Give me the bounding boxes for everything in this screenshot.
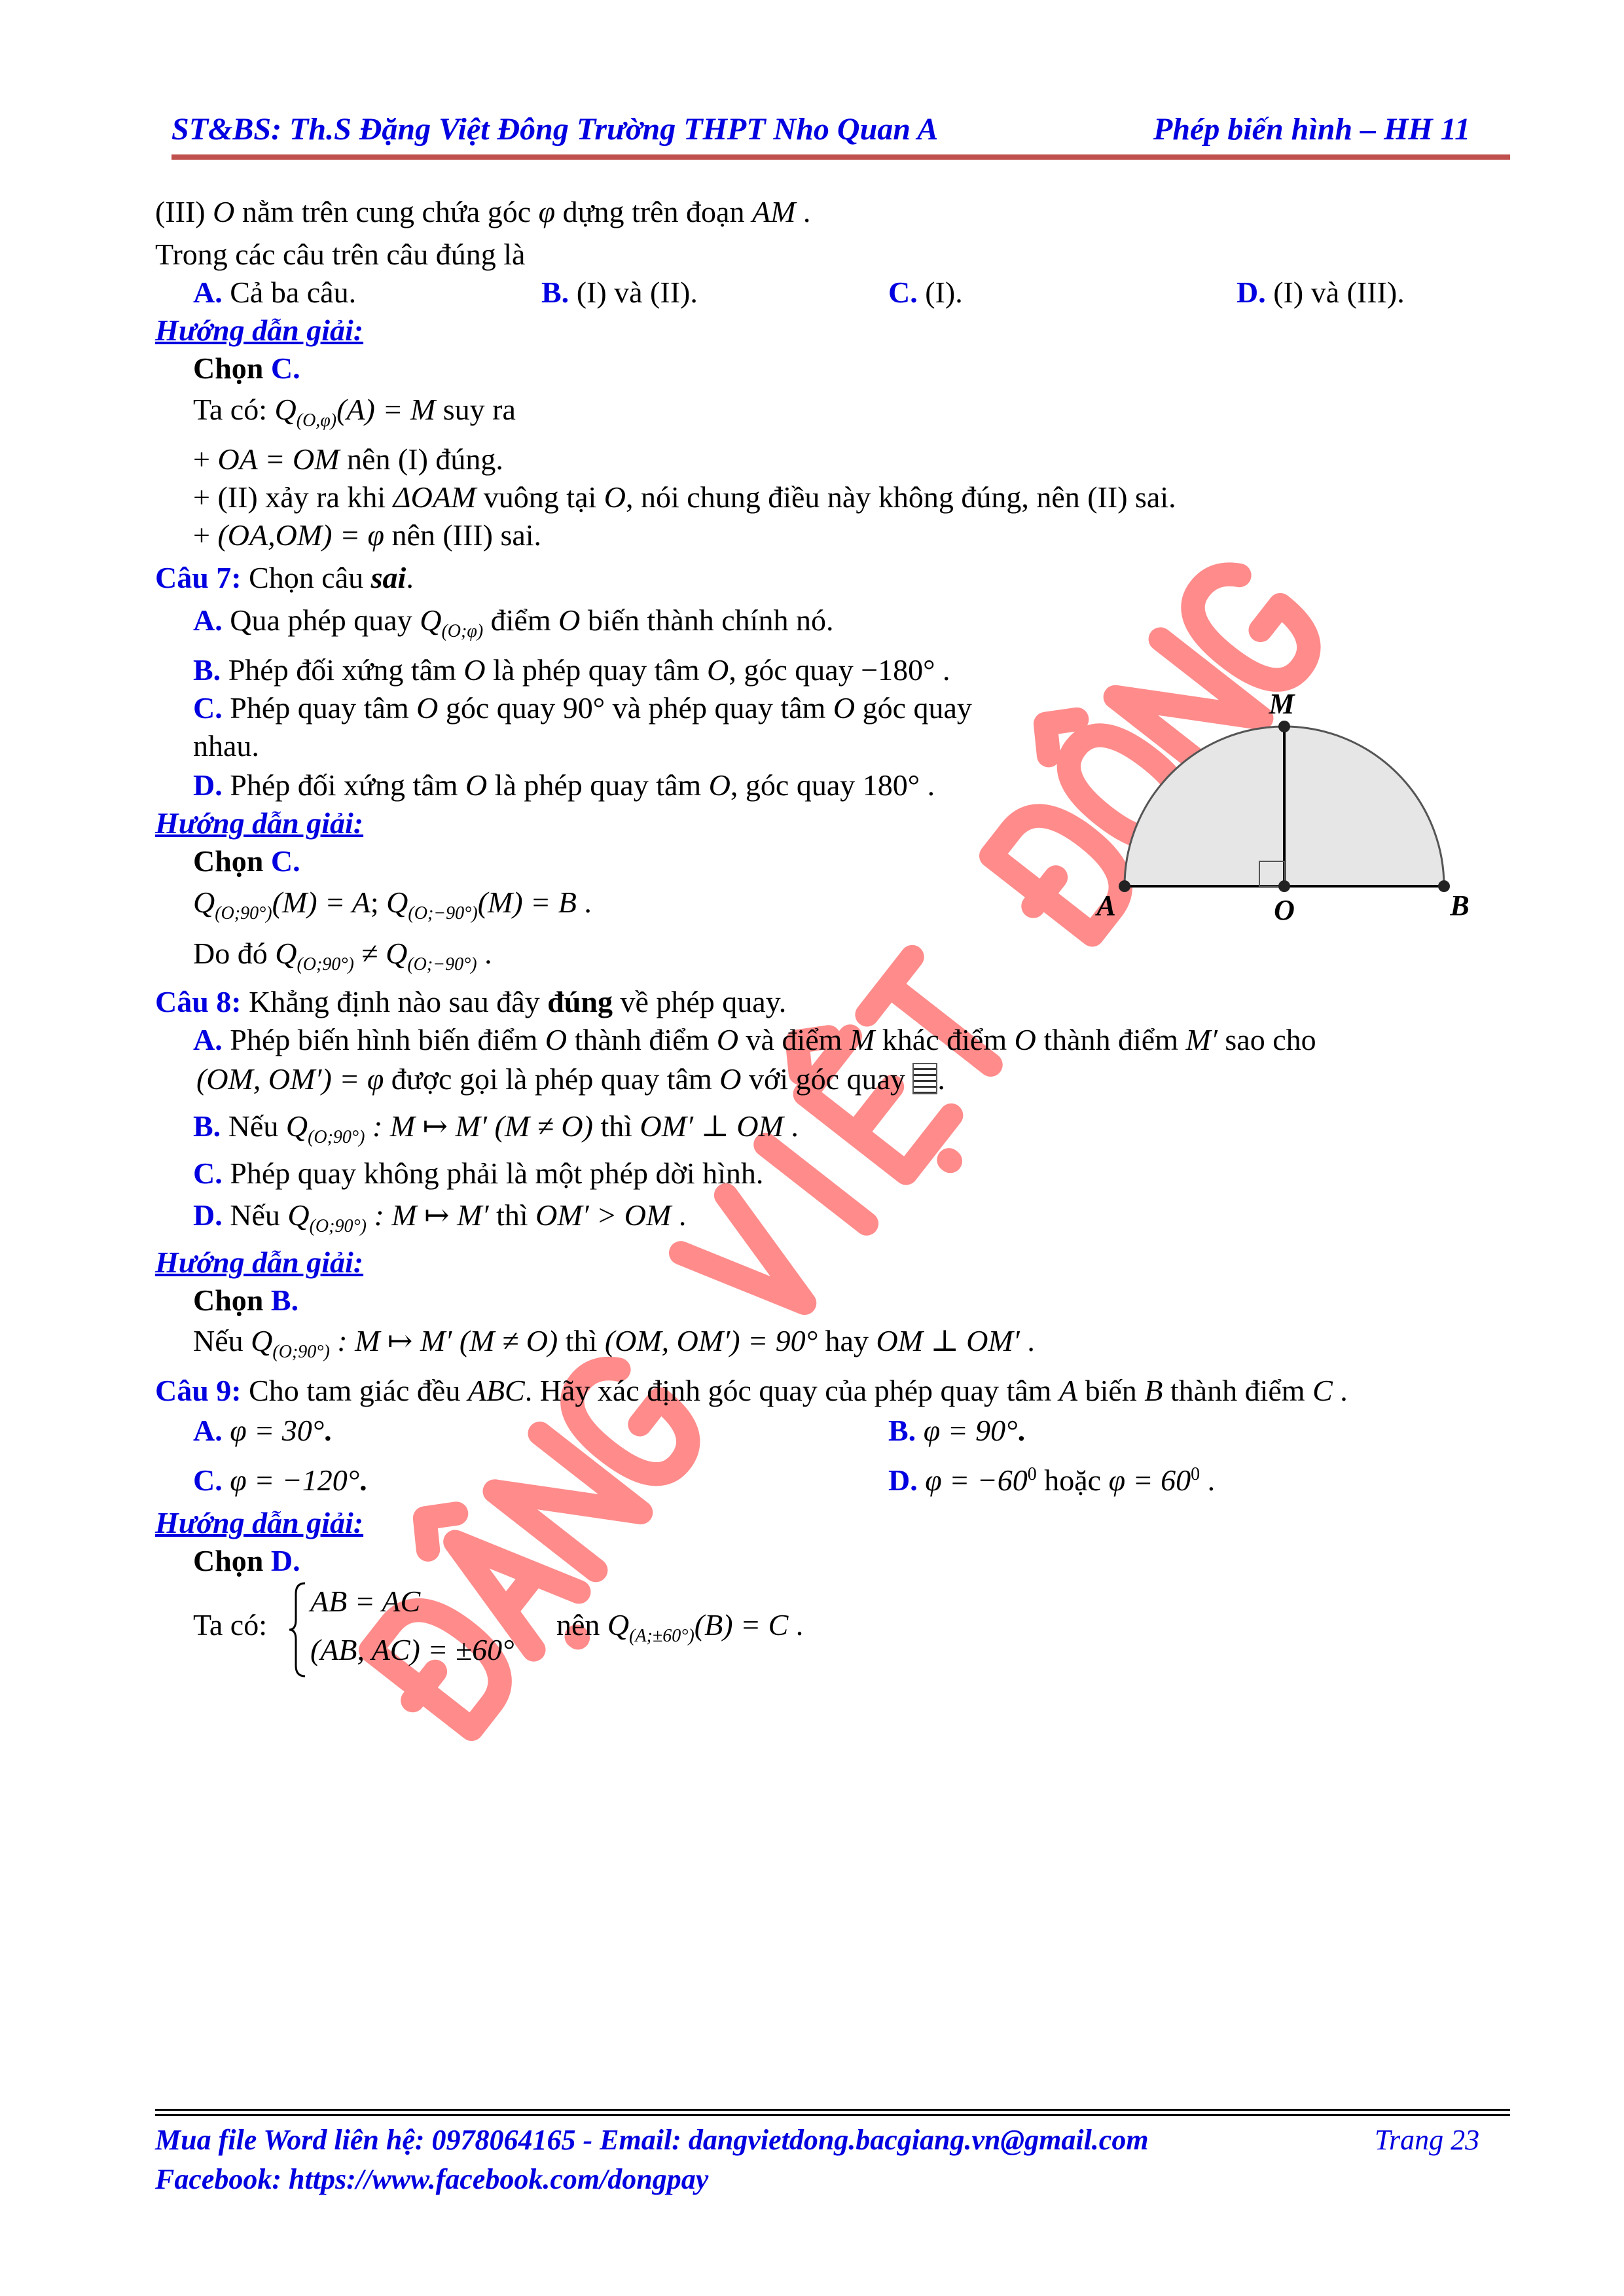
text-segment: . <box>1200 1463 1216 1497</box>
text-segment: (I). <box>925 276 963 309</box>
q9-option-c <box>193 1463 367 1498</box>
option-label: B. <box>193 653 228 687</box>
text-segment: + <box>193 518 218 552</box>
q6-option-c <box>888 276 963 310</box>
text-segment: (O;90°) <box>309 1216 367 1236</box>
solution-line <box>193 393 516 431</box>
text-segment: , góc quay −180° . <box>729 653 950 687</box>
text-segment: Chọn câu <box>249 561 371 594</box>
text-segment: : M ↦ M′ (M ≠ O) <box>365 1109 593 1143</box>
text-segment: , góc quay 180° . <box>730 768 935 802</box>
solution-line <box>556 1608 804 1646</box>
option-label: D. <box>888 1463 926 1497</box>
footer-divider <box>155 2114 1510 2116</box>
question-7 <box>155 561 414 595</box>
text-segment: thành điểm <box>1163 1374 1313 1407</box>
text-segment: dựng trên đoạn <box>555 195 752 228</box>
solution-line <box>193 1324 1035 1362</box>
text-segment: đúng <box>547 985 613 1018</box>
text-segment: φ = −60 <box>925 1463 1028 1497</box>
text-segment: vuông tại <box>476 480 604 514</box>
text-segment: góc quay 90° và phép quay tâm <box>438 691 833 725</box>
text-segment: thì <box>558 1324 605 1357</box>
solution-line <box>193 480 1176 514</box>
option-label: Câu 9: <box>155 1374 249 1407</box>
option-label: D. <box>193 768 230 802</box>
text-segment: (I) và (II). <box>576 276 698 309</box>
text-segment: biến <box>1077 1374 1145 1407</box>
solution-heading <box>155 806 363 840</box>
point-a <box>1119 880 1130 892</box>
solution-heading-text: Hướng dẫn giải: <box>155 1246 364 1279</box>
text-segment: về phép quay. <box>612 985 787 1018</box>
text-segment: (A) = M <box>336 393 436 426</box>
footer-contact: Mua file Word liên hệ: 0978064165 - Email: dangvietdong.bacgiang.vn@gmail.com <box>155 2124 1149 2156</box>
text-segment: (O;90°) <box>272 1342 330 1362</box>
system-eq-1 <box>310 1585 420 1619</box>
point-b <box>1438 880 1450 892</box>
question-8 <box>155 985 786 1019</box>
solution-heading <box>155 1506 363 1540</box>
option-label: Câu 7: <box>155 561 249 594</box>
text-segment: . <box>477 937 492 970</box>
q7-option-d <box>193 768 935 802</box>
text-segment: (O,φ) <box>296 410 337 431</box>
text-segment: . <box>795 195 811 228</box>
text-segment: hoặc <box>1036 1463 1109 1497</box>
text-segment: OA = OM <box>217 442 340 476</box>
text-segment: (I) và (III). <box>1273 276 1405 309</box>
text-segment: (III) <box>155 195 213 228</box>
text-segment: φ = −120° <box>230 1463 360 1497</box>
text-segment: O <box>716 1023 739 1056</box>
text-segment: điểm <box>483 603 559 637</box>
text-segment: Phép đối xứng tâm <box>230 768 465 802</box>
text-segment: Q <box>386 937 408 970</box>
text-segment: OM′ > OM <box>535 1198 672 1232</box>
option-label: C. <box>270 351 300 385</box>
q7-option-a <box>193 603 834 641</box>
text-segment: (B) = C <box>694 1608 789 1641</box>
solution-line <box>193 1608 267 1642</box>
answer-choice <box>193 351 300 386</box>
text-segment: (O;−90°) <box>407 954 477 975</box>
point-o <box>1278 880 1290 892</box>
label-b: B <box>1450 889 1470 922</box>
text-segment: O <box>1014 1023 1036 1056</box>
question-prompt <box>155 238 525 272</box>
text-segment: φ = 60 <box>1108 1463 1191 1497</box>
label-o: O <box>1274 894 1295 926</box>
text-segment: suy ra <box>435 393 516 426</box>
solution-heading <box>155 1246 363 1280</box>
q8-option-a-cont: (OM, OM′) = φ được gọi là phép quay tâm O với góc quay . <box>196 1062 945 1096</box>
text-segment: nên <box>556 1608 607 1641</box>
text-segment: O <box>416 691 439 725</box>
text-segment: C <box>1312 1374 1333 1407</box>
text-segment: sao cho <box>1217 1023 1316 1056</box>
option-label: C. <box>193 691 230 725</box>
text-segment: Q <box>285 1109 308 1143</box>
text-segment: (AB, AC) = ±60° <box>310 1633 514 1666</box>
text-segment: và điểm <box>738 1023 850 1056</box>
question-9 <box>155 1374 1348 1408</box>
text-segment: nằm trên cung chứa góc <box>234 195 539 228</box>
answer-choice <box>193 844 300 878</box>
text-segment: Chọn <box>193 1283 271 1317</box>
text-segment: Nếu <box>193 1324 251 1357</box>
text-segment: M <box>849 1023 875 1056</box>
embedded-object-icon <box>912 1063 937 1094</box>
text-segment: Trong các câu trên câu đúng là <box>155 238 526 271</box>
q9-option-d <box>888 1463 1215 1498</box>
footer-facebook-link[interactable]: Facebook: https://www.facebook.com/dongpay <box>155 2163 709 2195</box>
text-segment: được gọi là phép quay tâm <box>384 1062 720 1096</box>
text-segment: . <box>1017 1414 1026 1447</box>
option-label: B. <box>270 1283 299 1317</box>
text-segment: . <box>671 1198 687 1232</box>
text-segment: thì <box>488 1198 536 1232</box>
text-segment: . Hãy xác định góc quay của phép quay tâm <box>524 1374 1059 1407</box>
text-segment: O <box>465 768 488 802</box>
q6-option-a <box>193 276 356 310</box>
text-segment: (O;90°) <box>215 903 272 924</box>
text-segment: Ta có: <box>193 1608 268 1641</box>
text-segment: . <box>788 1608 804 1641</box>
text-segment: (M) = A <box>272 886 370 919</box>
text-segment: sai <box>370 561 406 594</box>
text-segment: OM′ ⊥ OM <box>640 1109 784 1143</box>
system-eq-2 <box>310 1633 514 1667</box>
text-segment: với góc quay <box>741 1062 913 1096</box>
text-segment: , nói chung điều này không đúng, nên (II) sai. <box>626 480 1176 514</box>
text-segment: φ = 90° <box>923 1414 1018 1447</box>
text-segment: Nếu <box>230 1198 288 1232</box>
text-segment: thành điểm <box>1036 1023 1186 1056</box>
text-segment: thành điểm <box>567 1023 717 1056</box>
option-label: D. <box>193 1198 230 1232</box>
text-segment: . <box>324 1414 332 1447</box>
text-segment: Chọn <box>193 351 271 385</box>
text-segment: Q <box>607 1608 630 1641</box>
text-segment: Q <box>251 1324 273 1357</box>
option-label: C. <box>270 844 300 878</box>
text-segment: (OM, OM′) = 90° <box>604 1324 818 1357</box>
text-segment: . <box>576 886 592 919</box>
option-label: C. <box>193 1463 230 1497</box>
q6-option-d <box>1236 276 1405 310</box>
text-segment: Chọn <box>193 1544 271 1577</box>
text-segment: O <box>463 653 486 687</box>
text-segment: A <box>1058 1374 1078 1407</box>
page-number: Trang 23 <box>1375 2124 1480 2156</box>
text-segment: Chọn <box>193 844 271 878</box>
text-segment: φ = 30° <box>230 1414 325 1447</box>
option-label: Câu 8: <box>155 985 249 1018</box>
option-label: B. <box>541 276 577 309</box>
text-segment: 0 <box>1027 1464 1037 1484</box>
text-segment: AB = AC <box>310 1585 421 1618</box>
text-segment: AM <box>751 195 796 228</box>
watermark-letter <box>681 1195 827 1332</box>
text-segment: O <box>707 653 729 687</box>
text-segment: ABC <box>467 1374 525 1407</box>
solution-heading-text: Hướng dẫn giải: <box>155 806 364 840</box>
q7-option-c <box>193 691 972 725</box>
text-segment: Cả ba câu. <box>230 276 357 309</box>
text-segment: nên (I) đúng. <box>339 442 503 476</box>
text-segment: (OM, OM′) = φ <box>196 1062 384 1096</box>
solution-heading-text: Hướng dẫn giải: <box>155 1506 364 1539</box>
text-segment: . <box>1332 1374 1348 1407</box>
header-right: Phép biến hình – HH 11 <box>1153 112 1471 147</box>
statement-iii <box>155 195 810 229</box>
text-segment: khác điểm <box>875 1023 1015 1056</box>
text-segment: là phép quay tâm <box>487 768 709 802</box>
text-segment: Q <box>193 886 215 919</box>
header-left: ST&BS: Th.S Đặng Việt Đông Trường THPT Nho Quan A <box>171 112 939 147</box>
option-label: A. <box>193 276 230 309</box>
q8-option-a <box>193 1023 1316 1057</box>
watermark-letter <box>765 1145 866 1224</box>
option-label: A. <box>193 1414 230 1447</box>
text-segment: φ <box>538 195 556 228</box>
text-segment: hay <box>818 1324 876 1357</box>
text-segment: ; <box>370 886 387 919</box>
text-segment: M′ <box>1185 1023 1218 1056</box>
text-segment: thì <box>592 1109 640 1143</box>
text-segment: O <box>213 195 235 228</box>
text-segment: Q <box>420 603 442 637</box>
text-segment: Ta có: <box>193 393 275 426</box>
text-segment: Q <box>386 886 408 919</box>
text-segment: O <box>545 1023 568 1056</box>
text-segment: (OA,OM) = φ <box>217 518 384 552</box>
text-segment: nhau. <box>193 729 259 762</box>
text-segment: + <box>193 442 218 476</box>
text-segment: Phép quay không phải là một phép dời hình. <box>230 1157 764 1190</box>
text-segment: góc quay <box>855 691 972 725</box>
text-segment: O <box>708 768 731 802</box>
q8-option-c <box>193 1157 763 1191</box>
text-segment: Phép đối xứng tâm <box>228 653 464 687</box>
text-segment: (O;90°) <box>297 954 354 975</box>
text-segment: Nếu <box>228 1109 286 1143</box>
text-segment: Q <box>287 1198 310 1232</box>
text-segment: (O;90°) <box>308 1127 365 1147</box>
option-label: D. <box>1236 276 1274 309</box>
semicircle-figure <box>1087 674 1519 949</box>
text-segment: OM ⊥ OM′ <box>876 1324 1020 1357</box>
label-a: A <box>1096 889 1116 922</box>
text-segment: Q <box>275 937 297 970</box>
text-segment: : M ↦ M′ (M ≠ O) <box>329 1324 558 1357</box>
q8-option-b <box>193 1109 799 1147</box>
text-segment: Phép biến hình biến điểm <box>230 1023 545 1056</box>
text-segment: . <box>1019 1324 1035 1357</box>
text-segment: ≠ <box>353 937 386 970</box>
text-segment: nên (III) sai. <box>384 518 542 552</box>
text-segment: 0 <box>1191 1464 1200 1484</box>
header-divider <box>171 154 1510 160</box>
option-label: D. <box>270 1544 300 1577</box>
option-label: B. <box>888 1414 924 1447</box>
q6-option-b <box>541 276 698 310</box>
text-segment: (O;φ) <box>441 621 484 641</box>
solution-heading-text: Hướng dẫn giải: <box>155 314 364 347</box>
text-segment: là phép quay tâm <box>485 653 708 687</box>
q7-option-c-cont <box>193 729 259 763</box>
footer-divider <box>155 2109 1510 2111</box>
text-segment: Qua phép quay <box>230 603 420 637</box>
option-label: A. <box>193 603 230 637</box>
text-segment: . <box>783 1109 799 1143</box>
text-segment: O <box>604 480 626 514</box>
q8-option-d <box>193 1198 687 1236</box>
text-segment: Do đó <box>193 937 276 970</box>
solution-line <box>193 937 492 975</box>
solution-heading <box>155 314 363 348</box>
text-segment: : M ↦ M′ <box>367 1198 489 1232</box>
text-segment: + (II) xảy ra khi <box>193 480 393 514</box>
text-segment: (A;±60°) <box>629 1626 695 1646</box>
answer-choice <box>193 1283 298 1318</box>
text-segment: O <box>719 1062 742 1096</box>
text-segment: Q <box>274 393 297 426</box>
answer-choice <box>193 1544 300 1578</box>
text-segment: O <box>833 691 856 725</box>
text-segment: Cho tam giác đều <box>249 1374 468 1407</box>
solution-line <box>193 886 592 924</box>
text-segment: Phép quay tâm <box>230 691 417 725</box>
text-segment: biến thành chính nó. <box>580 603 834 637</box>
text-segment: Khẳng định nào sau đây <box>249 985 548 1018</box>
q9-option-a <box>193 1414 332 1448</box>
system-brace <box>288 1581 308 1679</box>
text-segment: ΔOAM <box>393 480 477 514</box>
solution-line <box>193 518 541 552</box>
option-label: A. <box>193 1023 230 1056</box>
text-segment: . <box>359 1463 367 1497</box>
text-segment: B <box>1144 1374 1163 1407</box>
point-m <box>1278 721 1290 732</box>
text-segment: . <box>406 561 414 594</box>
text-segment: (M) = B <box>477 886 577 919</box>
option-label: C. <box>193 1157 230 1190</box>
label-m: M <box>1269 688 1295 720</box>
q9-option-b <box>888 1414 1025 1448</box>
solution-line <box>193 442 503 476</box>
text-segment: (O;−90°) <box>408 903 478 924</box>
text-segment: O <box>558 603 581 637</box>
option-label: B. <box>193 1109 228 1143</box>
q7-option-b <box>193 653 950 687</box>
option-label: C. <box>888 276 926 309</box>
watermark-letter <box>495 1433 641 1570</box>
